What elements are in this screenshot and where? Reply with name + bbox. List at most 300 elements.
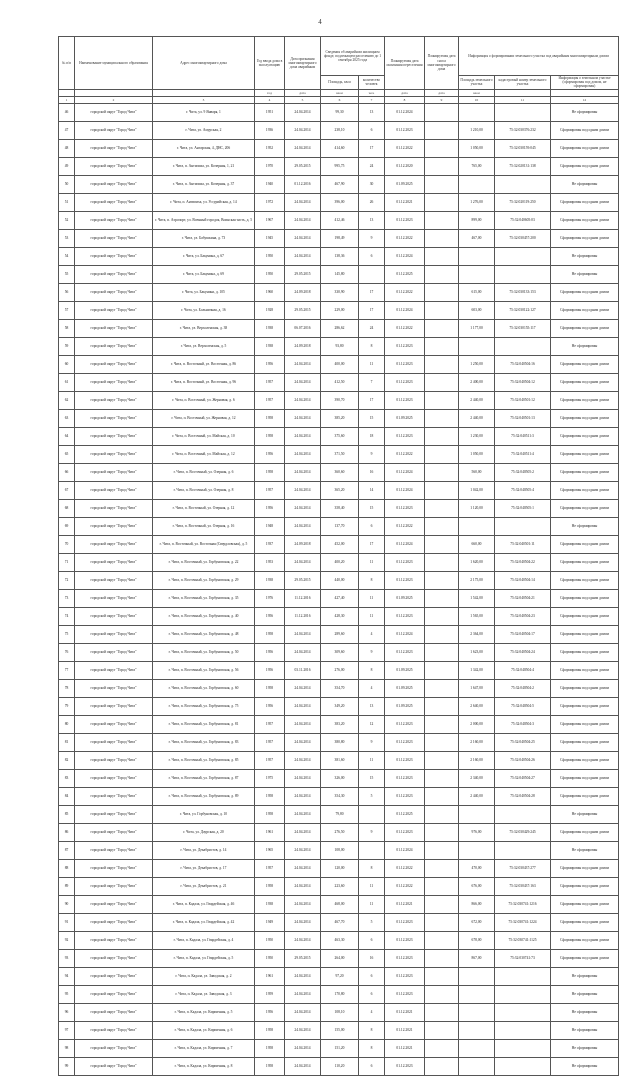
resettle-area-cell: 326,00 bbox=[321, 769, 359, 787]
land-status-cell: Сформирован под одним домом bbox=[551, 949, 619, 967]
planned-date-cell: 01.12.2022 bbox=[385, 877, 425, 895]
table-colnum-row bbox=[59, 96, 619, 103]
emergency-date-cell: 24.04.2014 bbox=[285, 931, 321, 949]
table-row bbox=[59, 463, 619, 481]
cadastral-number-cell bbox=[495, 175, 551, 193]
land-status-cell: Сформирован под одним домом bbox=[551, 463, 619, 481]
land-area-cell: 672,00 bbox=[459, 913, 495, 931]
municipality-cell: городской округ "Город Чита" bbox=[75, 949, 153, 967]
table-row bbox=[59, 859, 619, 877]
cadastral-number-cell: 75:32:040504:16 bbox=[495, 355, 551, 373]
table-row bbox=[59, 607, 619, 625]
col-number: 5 bbox=[285, 96, 321, 103]
address-cell: г. Чита, п. Восточный, ул. Восточная, д. 86 bbox=[153, 355, 255, 373]
emergency-date-cell: 24.04.2014 bbox=[285, 1057, 321, 1075]
demolition-date-cell bbox=[425, 301, 459, 319]
land-area-cell bbox=[459, 1057, 495, 1075]
year-built-cell: 1965 bbox=[255, 841, 285, 859]
header-num: № п/п bbox=[59, 37, 75, 90]
row-number: 53 bbox=[59, 229, 75, 247]
address-cell: г. Чита, п. Кадала, ул. Кирпичная, д. 6 bbox=[153, 1021, 255, 1039]
planned-date-cell: 01.12.2023 bbox=[385, 643, 425, 661]
header-land-area: Площадь земельного участка bbox=[459, 76, 495, 90]
row-number: 97 bbox=[59, 1021, 75, 1039]
planned-date-cell: 01.12.2022 bbox=[385, 139, 425, 157]
demolition-date-cell bbox=[425, 697, 459, 715]
cadastral-number-cell: 75:32:040504:22 bbox=[495, 553, 551, 571]
year-built-cell: 1957 bbox=[255, 859, 285, 877]
table-row bbox=[59, 805, 619, 823]
demolition-date-cell bbox=[425, 193, 459, 211]
resettle-area-cell: 385,20 bbox=[321, 409, 359, 427]
planned-date-cell: 01.12.2023 bbox=[385, 499, 425, 517]
year-built-cell: 1957 bbox=[255, 715, 285, 733]
col-number: 8 bbox=[385, 96, 425, 103]
land-status-cell: Сформирован под одним домом bbox=[551, 193, 619, 211]
unit-date: дата bbox=[385, 89, 425, 96]
table-row bbox=[59, 931, 619, 949]
address-cell: г. Чита, п. Восточный, ул. Горбуновская, д. 89 bbox=[153, 787, 255, 805]
year-built-cell: 1958 bbox=[255, 1039, 285, 1057]
resettle-area-cell: 371,50 bbox=[321, 445, 359, 463]
year-built-cell: 1958 bbox=[255, 409, 285, 427]
resettle-area-cell: 155,00 bbox=[321, 1021, 359, 1039]
planned-date-cell: 01.12.2024 bbox=[385, 535, 425, 553]
row-number: 66 bbox=[59, 463, 75, 481]
row-number: 64 bbox=[59, 427, 75, 445]
demolition-date-cell bbox=[425, 319, 459, 337]
cadastral-number-cell bbox=[495, 1003, 551, 1021]
resettle-area-cell: 400,00 bbox=[321, 355, 359, 373]
land-status-cell: Сформирован под одним домом bbox=[551, 877, 619, 895]
col-number: 12 bbox=[551, 96, 619, 103]
address-cell: г. Чита, п. Восточный, ул. Горбуновская, д. 56 bbox=[153, 661, 255, 679]
demolition-date-cell bbox=[425, 535, 459, 553]
row-number: 77 bbox=[59, 661, 75, 679]
resettle-people-cell: 8 bbox=[359, 1039, 385, 1057]
cadastral-number-cell: 75:32:030741:73 bbox=[495, 949, 551, 967]
address-cell: г. Чита, ул. Бакунина, д. 69 bbox=[153, 265, 255, 283]
demolition-date-cell bbox=[425, 499, 459, 517]
planned-date-cell: 01.12.2023 bbox=[385, 787, 425, 805]
resettle-area-cell: 412,46 bbox=[321, 211, 359, 229]
resettle-people-cell: 5 bbox=[359, 913, 385, 931]
land-status-cell: Не сформирован bbox=[551, 967, 619, 985]
land-status-cell: Сформирован под одним домом bbox=[551, 391, 619, 409]
year-built-cell: 1951 bbox=[255, 103, 285, 121]
demolition-date-cell bbox=[425, 877, 459, 895]
cadastral-number-cell bbox=[495, 517, 551, 535]
planned-date-cell: 01.09.2025 bbox=[385, 697, 425, 715]
cadastral-number-cell bbox=[495, 337, 551, 355]
year-built-cell: 1976 bbox=[255, 589, 285, 607]
table-row bbox=[59, 535, 619, 553]
emergency-date-cell: 29.05.2015 bbox=[285, 157, 321, 175]
land-area-cell: 2 400,00 bbox=[459, 373, 495, 391]
header-planned-date: Планируемая дата окончания переселения bbox=[385, 37, 425, 90]
row-number: 71 bbox=[59, 553, 75, 571]
row-number: 79 bbox=[59, 697, 75, 715]
row-number: 78 bbox=[59, 679, 75, 697]
municipality-cell: городской округ "Город Чита" bbox=[75, 517, 153, 535]
emergency-date-cell: 24.09.2018 bbox=[285, 337, 321, 355]
demolition-date-cell bbox=[425, 715, 459, 733]
land-area-cell: 899,00 bbox=[459, 211, 495, 229]
table-row bbox=[59, 1021, 619, 1039]
cadastral-number-cell: 75:32:040504:12 bbox=[495, 373, 551, 391]
land-area-cell: 1 210,00 bbox=[459, 121, 495, 139]
year-built-cell: 1956 bbox=[255, 355, 285, 373]
municipality-cell: городской округ "Город Чита" bbox=[75, 1003, 153, 1021]
planned-date-cell: 01.12.2023 bbox=[385, 553, 425, 571]
cadastral-number-cell bbox=[495, 805, 551, 823]
land-status-cell: Сформирован под одним домом bbox=[551, 139, 619, 157]
municipality-cell: городской округ "Город Чита" bbox=[75, 787, 153, 805]
land-area-cell: 560,00 bbox=[459, 463, 495, 481]
municipality-cell: городской округ "Город Чита" bbox=[75, 805, 153, 823]
row-number: 94 bbox=[59, 967, 75, 985]
table-row bbox=[59, 715, 619, 733]
emergency-date-cell: 24.04.2014 bbox=[285, 445, 321, 463]
row-number: 68 bbox=[59, 499, 75, 517]
municipality-cell: городской округ "Город Чита" bbox=[75, 859, 153, 877]
row-number: 55 bbox=[59, 265, 75, 283]
col-number: 4 bbox=[255, 96, 285, 103]
municipality-cell: городской округ "Город Чита" bbox=[75, 337, 153, 355]
address-cell: г. Чита, п. Восточный, ул. Озерная, д. 8 bbox=[153, 481, 255, 499]
header-cadastral: кадастровый номер земельного участка bbox=[495, 76, 551, 90]
resettle-area-cell: 138,36 bbox=[321, 247, 359, 265]
cadastral-number-cell: 75:32:030155:117 bbox=[495, 319, 551, 337]
municipality-cell: городской округ "Город Чита" bbox=[75, 535, 153, 553]
land-area-cell bbox=[459, 1021, 495, 1039]
resettle-area-cell: 93,80 bbox=[321, 337, 359, 355]
table-units-row bbox=[59, 89, 619, 96]
address-cell: г. Чита, п. Антипиха, ул. Уссурийская, д. 14 bbox=[153, 193, 255, 211]
resettle-people-cell: 11 bbox=[359, 895, 385, 913]
resettle-area-cell: 400,20 bbox=[321, 553, 359, 571]
table-row bbox=[59, 679, 619, 697]
cadastral-number-cell bbox=[495, 967, 551, 985]
land-area-cell: 1 620,00 bbox=[459, 553, 495, 571]
resettle-area-cell: 390,70 bbox=[321, 391, 359, 409]
municipality-cell: городской округ "Город Чита" bbox=[75, 931, 153, 949]
demolition-date-cell bbox=[425, 607, 459, 625]
resettle-area-cell: 97,20 bbox=[321, 967, 359, 985]
table-row bbox=[59, 319, 619, 337]
municipality-cell: городской округ "Город Чита" bbox=[75, 445, 153, 463]
demolition-date-cell bbox=[425, 247, 459, 265]
cadastral-number-cell: 75:32:040504:17 bbox=[495, 625, 551, 643]
planned-date-cell: 01.12.2023 bbox=[385, 355, 425, 373]
planned-date-cell: 01.12.2022 bbox=[385, 859, 425, 877]
resettle-people-cell: 11 bbox=[359, 589, 385, 607]
municipality-cell: городской округ "Город Чита" bbox=[75, 643, 153, 661]
emergency-date-cell: 24.04.2014 bbox=[285, 229, 321, 247]
demolition-date-cell bbox=[425, 805, 459, 823]
demolition-date-cell bbox=[425, 895, 459, 913]
table-row bbox=[59, 229, 619, 247]
cadastral-number-cell: 75:32:030741:1216 bbox=[495, 895, 551, 913]
table-row bbox=[59, 589, 619, 607]
municipality-cell: городской округ "Город Чита" bbox=[75, 553, 153, 571]
address-cell: г. Чита, ул. Декабристов, д. 21 bbox=[153, 877, 255, 895]
municipality-cell: городской округ "Город Чита" bbox=[75, 463, 153, 481]
municipality-cell: городской округ "Город Чита" bbox=[75, 319, 153, 337]
planned-date-cell: 01.12.2025 bbox=[385, 805, 425, 823]
unit-people: чел. bbox=[359, 89, 385, 96]
row-number: 87 bbox=[59, 841, 75, 859]
resettle-area-cell: 309,60 bbox=[321, 643, 359, 661]
cadastral-number-cell: 75:32:040504:23 bbox=[495, 607, 551, 625]
land-status-cell: Сформирован под одним домом bbox=[551, 211, 619, 229]
land-status-cell: Сформирован под одним домом bbox=[551, 355, 619, 373]
year-built-cell: 1936 bbox=[255, 121, 285, 139]
row-number: 76 bbox=[59, 643, 75, 661]
emergency-date-cell: 24.04.2014 bbox=[285, 481, 321, 499]
land-area-cell: 1 050,00 bbox=[459, 139, 495, 157]
year-built-cell: 1958 bbox=[255, 1021, 285, 1039]
planned-date-cell: 01.12.2023 bbox=[385, 373, 425, 391]
municipality-cell: городской округ "Город Чита" bbox=[75, 985, 153, 1003]
land-area-cell: 1 565,00 bbox=[459, 607, 495, 625]
planned-date-cell: 01.12.2023 bbox=[385, 121, 425, 139]
land-status-cell: Сформирован под одним домом bbox=[551, 823, 619, 841]
demolition-date-cell bbox=[425, 355, 459, 373]
planned-date-cell: 01.12.2024 bbox=[385, 247, 425, 265]
demolition-date-cell bbox=[425, 823, 459, 841]
resettle-people-cell: 9 bbox=[359, 229, 385, 247]
emergency-date-cell: 29.05.2015 bbox=[285, 949, 321, 967]
resettle-people-cell: 13 bbox=[359, 103, 385, 121]
resettle-people-cell: 9 bbox=[359, 643, 385, 661]
land-status-cell: Не сформирован bbox=[551, 805, 619, 823]
resettle-people-cell: 8 bbox=[359, 571, 385, 589]
resettle-area-cell: 238,10 bbox=[321, 121, 359, 139]
municipality-cell: городской округ "Город Чита" bbox=[75, 301, 153, 319]
address-cell: г. Чита, п. Кадала, ул. Кирпичная, д. 7 bbox=[153, 1039, 255, 1057]
resettle-people-cell: 11 bbox=[359, 877, 385, 895]
demolition-date-cell bbox=[425, 1039, 459, 1057]
unit-date: дата bbox=[425, 89, 459, 96]
emergency-date-cell: 11.12.2016 bbox=[285, 607, 321, 625]
municipality-cell: городской округ "Город Чита" bbox=[75, 499, 153, 517]
year-built-cell: 1960 bbox=[255, 283, 285, 301]
emergency-date-cell: 29.05.2015 bbox=[285, 301, 321, 319]
resettle-area-cell: 467,70 bbox=[321, 913, 359, 931]
land-status-cell: Сформирован под одним домом bbox=[551, 679, 619, 697]
cadastral-number-cell: 75:32:040505:2 bbox=[495, 463, 551, 481]
address-cell: г. Чита, ул. Горбуновская, д. 10 bbox=[153, 805, 255, 823]
municipality-cell: городской округ "Город Чита" bbox=[75, 193, 153, 211]
municipality-cell: городской округ "Город Чита" bbox=[75, 625, 153, 643]
table-row bbox=[59, 697, 619, 715]
resettle-people-cell: 11 bbox=[359, 751, 385, 769]
table-row bbox=[59, 769, 619, 787]
address-cell: г. Чита, ул. Верхоленская, д. 38 bbox=[153, 319, 255, 337]
row-number: 69 bbox=[59, 517, 75, 535]
municipality-cell: городской округ "Город Чита" bbox=[75, 409, 153, 427]
land-area-cell: 1 230,00 bbox=[459, 427, 495, 445]
year-built-cell: 1953 bbox=[255, 553, 285, 571]
address-cell: г. Чита, п. Восточный, ул. Горбуновская, д. 22 bbox=[153, 553, 255, 571]
planned-date-cell: 01.12.2023 bbox=[385, 769, 425, 787]
emergency-date-cell: 24.04.2014 bbox=[285, 499, 321, 517]
unit-date: дата bbox=[285, 89, 321, 96]
land-area-cell: 1 342,00 bbox=[459, 661, 495, 679]
table-row bbox=[59, 985, 619, 1003]
emergency-date-cell: 06.07.2016 bbox=[285, 319, 321, 337]
cadastral-number-cell: 75:32:040504:3 bbox=[495, 715, 551, 733]
demolition-date-cell bbox=[425, 931, 459, 949]
planned-date-cell: 01.12.2023 bbox=[385, 823, 425, 841]
planned-date-cell: 01.12.2023 bbox=[385, 391, 425, 409]
resettle-area-cell: 108,10 bbox=[321, 1003, 359, 1021]
cadastral-number-cell: 75:32:040511:4 bbox=[495, 445, 551, 463]
unit-year: год bbox=[255, 89, 285, 96]
planned-date-cell: 01.12.2023 bbox=[385, 1057, 425, 1075]
emergency-date-cell: 24.04.2014 bbox=[285, 967, 321, 985]
land-status-cell: Сформирован под одним домом bbox=[551, 481, 619, 499]
table-row bbox=[59, 1057, 619, 1075]
resettle-people-cell: 5 bbox=[359, 787, 385, 805]
cadastral-number-cell: 75:32:020131:138 bbox=[495, 157, 551, 175]
land-area-cell: 470,00 bbox=[459, 859, 495, 877]
planned-date-cell: 01.09.2025 bbox=[385, 175, 425, 193]
cadastral-number-cell bbox=[495, 985, 551, 1003]
land-status-cell: Сформирован под одним домом bbox=[551, 409, 619, 427]
year-built-cell: 1961 bbox=[255, 823, 285, 841]
year-built-cell: 1957 bbox=[255, 391, 285, 409]
row-number: 91 bbox=[59, 913, 75, 931]
planned-date-cell: 01.12.2023 bbox=[385, 715, 425, 733]
municipality-cell: городской округ "Город Чита" bbox=[75, 715, 153, 733]
resettle-people-cell: 6 bbox=[359, 931, 385, 949]
municipality-cell: городской округ "Город Чита" bbox=[75, 895, 153, 913]
land-status-cell: Сформирован под одним домом bbox=[551, 643, 619, 661]
address-cell: г. Чита, п. Восточный, ул. Горбуновская, д. 50 bbox=[153, 643, 255, 661]
address-cell: г. Чита, п. Восточный, ул. Майская, д. 10 bbox=[153, 427, 255, 445]
emergency-date-cell: 24.04.2014 bbox=[285, 679, 321, 697]
demolition-date-cell bbox=[425, 985, 459, 1003]
resettle-people-cell bbox=[359, 805, 385, 823]
resettle-area-cell: 427,40 bbox=[321, 589, 359, 607]
table-row bbox=[59, 661, 619, 679]
table-body bbox=[59, 103, 619, 1075]
resettle-people-cell: 8 bbox=[359, 661, 385, 679]
year-built-cell: 1957 bbox=[255, 481, 285, 499]
row-number: 90 bbox=[59, 895, 75, 913]
land-area-cell: 866,00 bbox=[459, 895, 495, 913]
resettle-area-cell: 330,90 bbox=[321, 283, 359, 301]
cadastral-number-cell: 75:32:040504:26 bbox=[495, 751, 551, 769]
year-built-cell: 1950 bbox=[255, 949, 285, 967]
row-number: 48 bbox=[59, 139, 75, 157]
cadastral-number-cell: 75:32:030437:163 bbox=[495, 877, 551, 895]
planned-date-cell: 01.12.2023 bbox=[385, 949, 425, 967]
emergency-date-cell: 29.05.2015 bbox=[285, 265, 321, 283]
resettle-area-cell: 467,90 bbox=[321, 175, 359, 193]
address-cell: г. Чита, п. Восточный, ул. Жерновая, д. 6 bbox=[153, 391, 255, 409]
planned-date-cell: 01.12.2021 bbox=[385, 1003, 425, 1021]
demolition-date-cell bbox=[425, 733, 459, 751]
address-cell: г. Чита, п. Восточный, ул. Горбуновская, д. 40 bbox=[153, 607, 255, 625]
land-area-cell: 976,00 bbox=[459, 823, 495, 841]
demolition-date-cell bbox=[425, 1021, 459, 1039]
municipality-cell: городской округ "Город Чита" bbox=[75, 175, 153, 193]
year-built-cell: 1958 bbox=[255, 877, 285, 895]
year-built-cell: 1928 bbox=[255, 301, 285, 319]
municipality-cell: городской округ "Город Чита" bbox=[75, 283, 153, 301]
demolition-date-cell bbox=[425, 283, 459, 301]
cadastral-number-cell: 75:32:040501:12 bbox=[495, 391, 551, 409]
municipality-cell: городской округ "Город Чита" bbox=[75, 571, 153, 589]
address-cell: г. Чита, п. Восточный, ул. Восточная, д. 96 bbox=[153, 373, 255, 391]
resettle-people-cell: 4 bbox=[359, 679, 385, 697]
resettle-people-cell: 6 bbox=[359, 985, 385, 1003]
land-area-cell bbox=[459, 841, 495, 859]
resettle-area-cell: 145,80 bbox=[321, 265, 359, 283]
demolition-date-cell bbox=[425, 481, 459, 499]
land-status-cell: Сформирован под одним домом bbox=[551, 769, 619, 787]
row-number: 46 bbox=[59, 103, 75, 121]
table-row bbox=[59, 409, 619, 427]
year-built-cell: 1938 bbox=[255, 319, 285, 337]
land-area-cell: 1 042,00 bbox=[459, 481, 495, 499]
land-area-cell: 615,00 bbox=[459, 283, 495, 301]
address-cell: г. Чита, п. Восточный, ул. Горбуновская, д. 81 bbox=[153, 715, 255, 733]
cadastral-number-cell: 75:32:030457:200 bbox=[495, 229, 551, 247]
land-status-cell: Сформирован под одним домом bbox=[551, 445, 619, 463]
land-area-cell: 2 000,00 bbox=[459, 715, 495, 733]
emergency-date-cell: 24.04.2014 bbox=[285, 823, 321, 841]
land-area-cell: 1 542,00 bbox=[459, 589, 495, 607]
table-row bbox=[59, 427, 619, 445]
planned-date-cell: 01.12.2021 bbox=[385, 1039, 425, 1057]
table-row bbox=[59, 1003, 619, 1021]
land-area-cell: 1 250,00 bbox=[459, 355, 495, 373]
land-status-cell: Сформирован под одним домом bbox=[551, 283, 619, 301]
header-resettle-people: количество человек bbox=[359, 76, 385, 90]
cadastral-number-cell: 75:32:030741:1125 bbox=[495, 931, 551, 949]
row-number: 60 bbox=[59, 355, 75, 373]
cadastral-number-cell: 75:32:040501:13 bbox=[495, 409, 551, 427]
header-land-info: Информация о формировании земельного участка под аварийным многоквартирным домом bbox=[459, 37, 619, 76]
row-number: 80 bbox=[59, 715, 75, 733]
resettle-people-cell: 6 bbox=[359, 967, 385, 985]
table-row bbox=[59, 211, 619, 229]
cadastral-number-cell: 75:32:040501:11 bbox=[495, 535, 551, 553]
row-number: 75 bbox=[59, 625, 75, 643]
resettle-area-cell: 396,00 bbox=[321, 193, 359, 211]
emergency-date-cell: 24.04.2014 bbox=[285, 877, 321, 895]
land-area-cell: 1 177,00 bbox=[459, 319, 495, 337]
land-area-cell bbox=[459, 517, 495, 535]
demolition-date-cell bbox=[425, 517, 459, 535]
emergency-date-cell: 24.04.2014 bbox=[285, 1003, 321, 1021]
resettle-people-cell: 11 bbox=[359, 553, 385, 571]
year-built-cell: 1948 bbox=[255, 517, 285, 535]
land-status-cell: Не сформирован bbox=[551, 103, 619, 121]
col-number: 11 bbox=[495, 96, 551, 103]
land-area-cell: 2 640,00 bbox=[459, 697, 495, 715]
land-status-cell: Сформирован под одним домом bbox=[551, 157, 619, 175]
resettle-people-cell bbox=[359, 265, 385, 283]
land-area-cell: 1 050,00 bbox=[459, 445, 495, 463]
planned-date-cell: 01.09.2025 bbox=[385, 409, 425, 427]
demolition-date-cell bbox=[425, 913, 459, 931]
planned-date-cell: 01.09.2025 bbox=[385, 589, 425, 607]
